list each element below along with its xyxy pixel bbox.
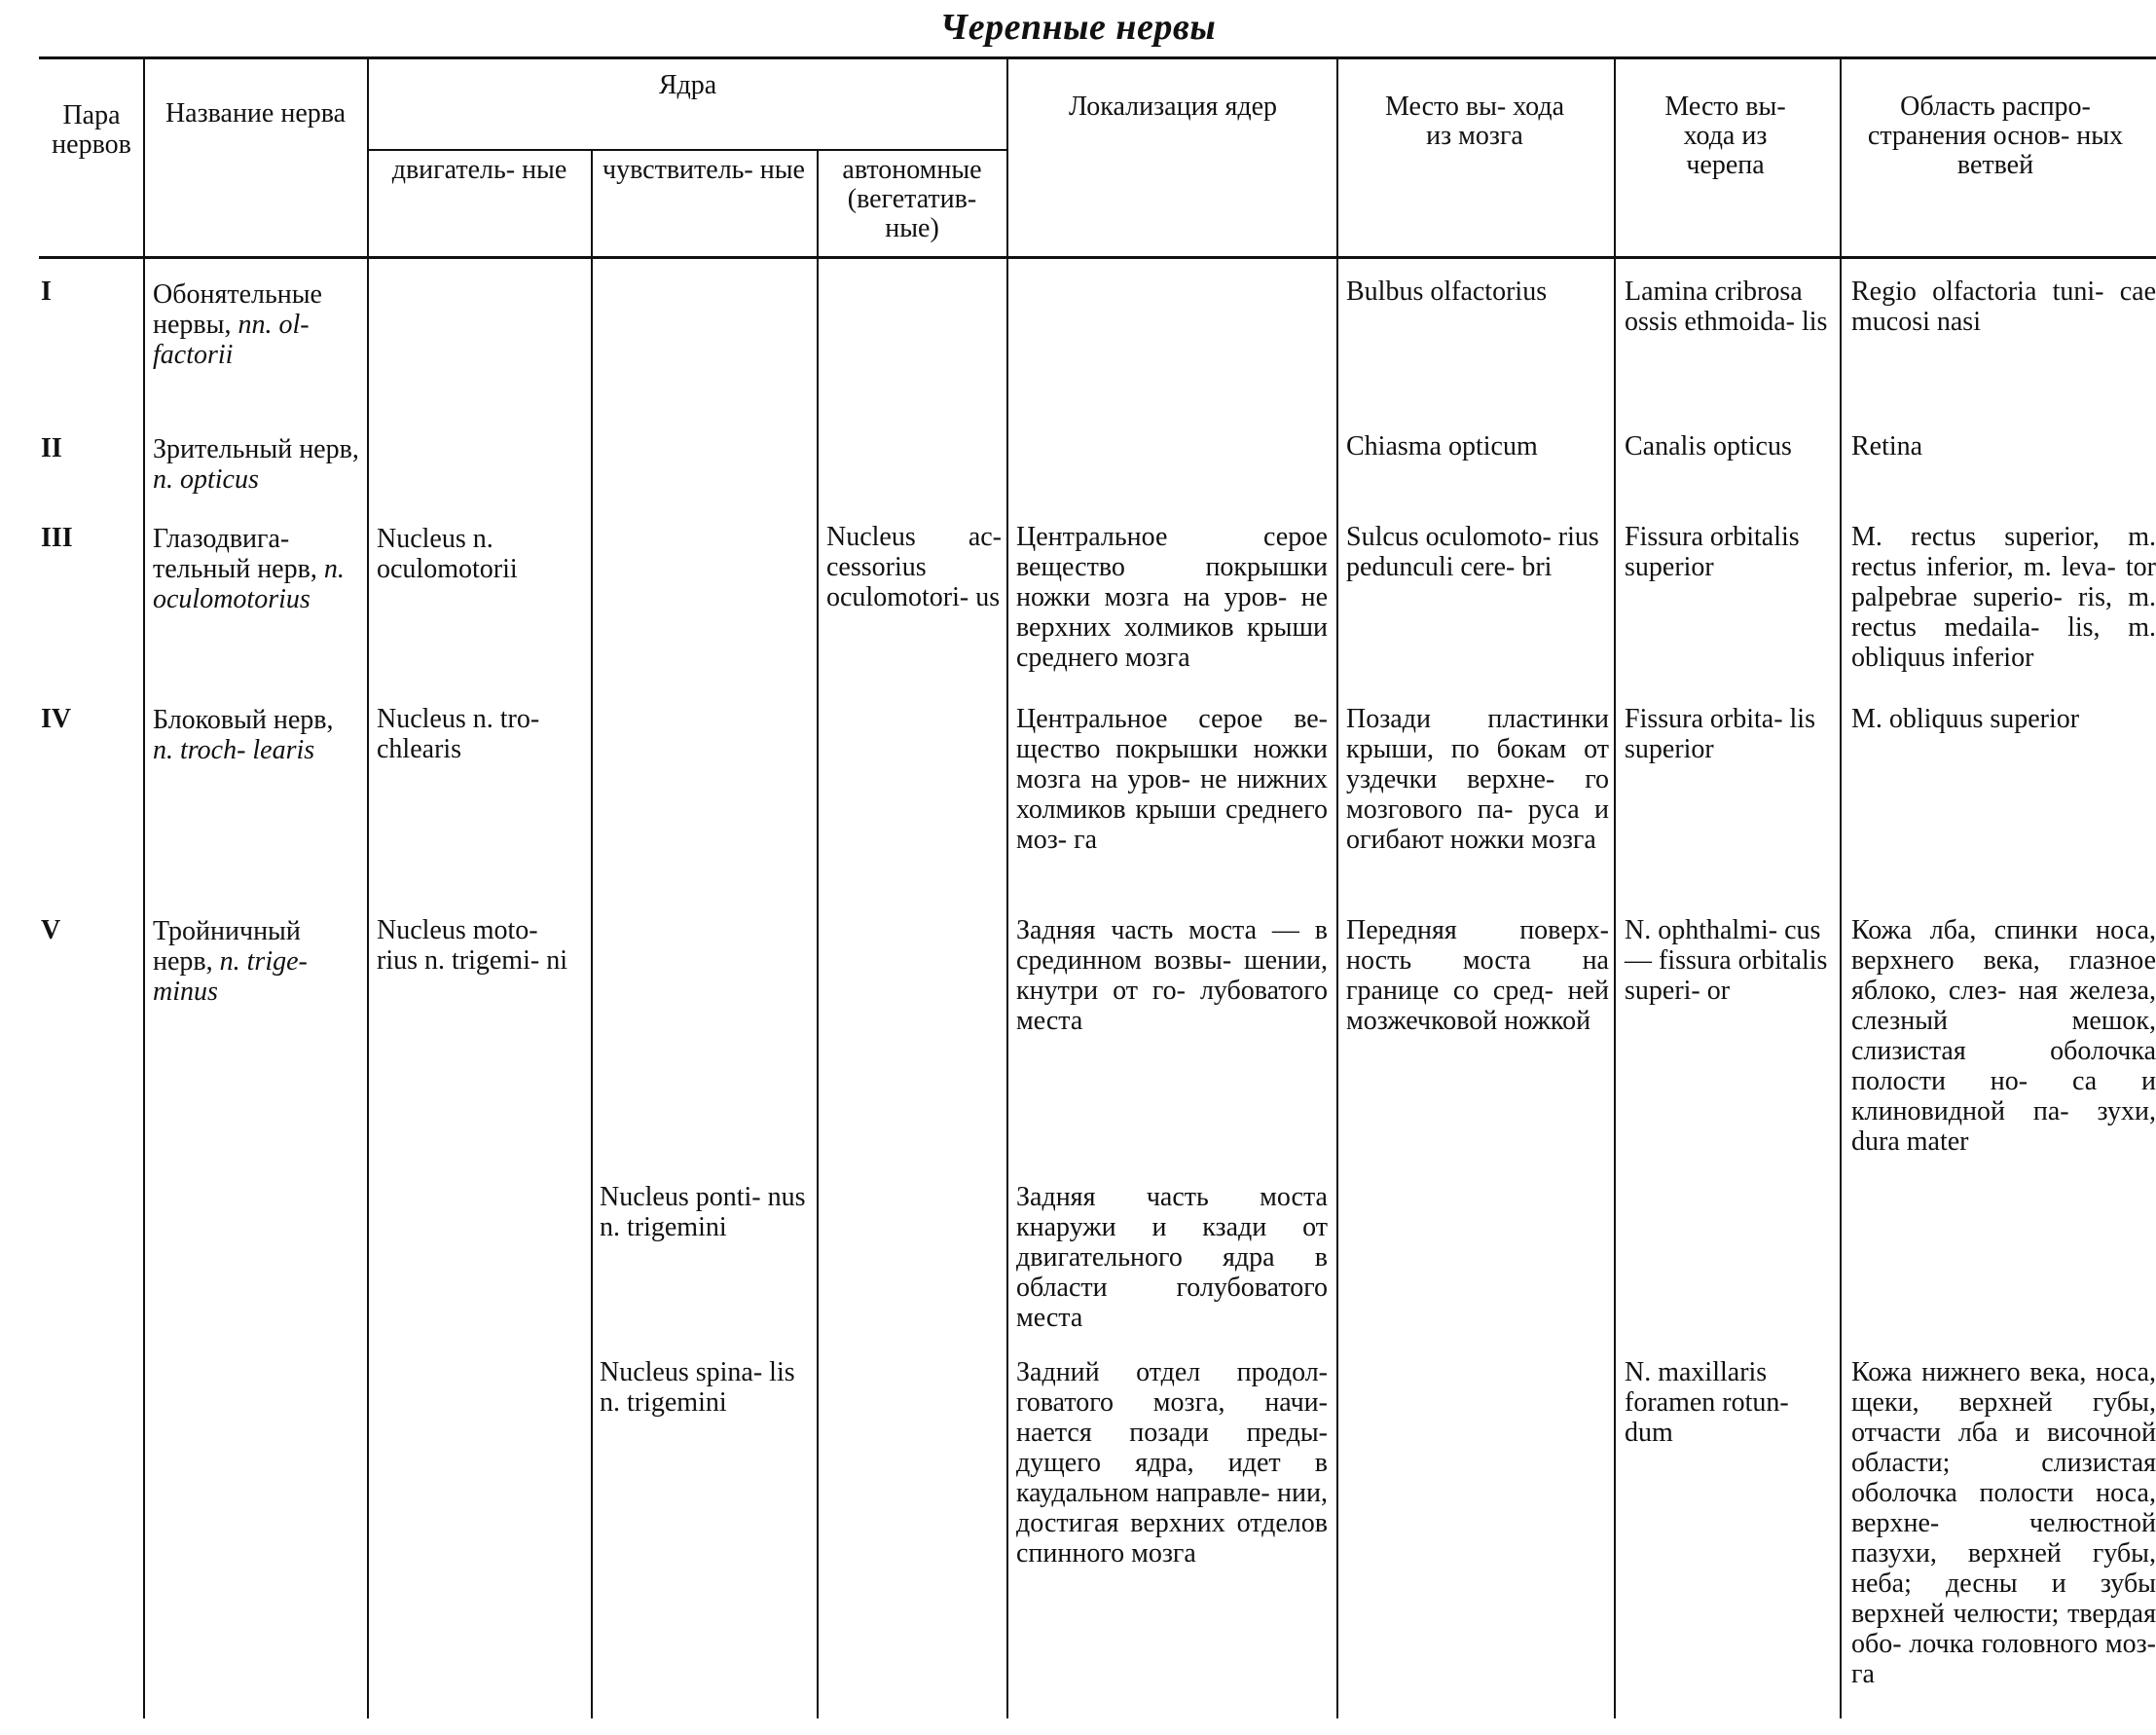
- row-iv-name-ru: Блоковый нерв,: [153, 705, 334, 735]
- row-i-name-latin: nn. ol- factorii: [153, 310, 310, 370]
- row-iii-name-latin: n. oculomotorius: [153, 554, 345, 614]
- row-iii-skull-exit: Fissura orbitalis superior: [1625, 522, 1800, 582]
- row-v-spinal-area: Кожа нижнего века, носа, щеки, верхней губы, отчасти лба и височной области; слизистая оболочка полости носа, верхне- челюстной пазухи, верхней губы, неба; десны и зубы верхней челюсти; твердая обо- лочка головного моз- га: [1851, 1357, 2156, 1689]
- row-i-area: Regio olfactoria tuni- cae mucosi nasi: [1851, 277, 2156, 337]
- row-iv-motor: Nucleus n. tro- chlearis: [377, 704, 540, 764]
- header-pair: Пара нервов: [52, 100, 131, 160]
- row-iii-name-ru: Глазодвига- тельный нерв,: [153, 524, 317, 584]
- row-ii-name: [153, 434, 360, 495]
- col-divider-4: [817, 150, 819, 1718]
- row-v-num: V: [41, 915, 61, 945]
- row-iv-localization: Центральное серое ве- щество покрышки ножки мозга на уров- не нижних холмиков крыши среднего моз- га: [1016, 704, 1328, 855]
- row-v-motor: Nucleus moto- rius n. trigemi- ni: [377, 915, 567, 976]
- row-v-name: [153, 916, 360, 1007]
- row-ii-name-ru: Зрительный нерв,: [153, 434, 359, 464]
- col-divider-1: [143, 58, 145, 1718]
- row-v-name-latin: n. trige- minus: [153, 946, 308, 1007]
- row-iii-autonomic: Nucleus ac- cessorius oculomotori- us: [826, 522, 1002, 612]
- col-divider-2: [367, 58, 369, 1718]
- row-i-num: I: [41, 277, 52, 307]
- row-v-brain-exit: Передняя поверх- ность моста на границе со сред- ней мозжечковой ножкой: [1346, 915, 1609, 1036]
- table-title: Черепные нервы: [939, 7, 1217, 48]
- col-divider-6: [1336, 58, 1338, 1718]
- row-i-skull-exit: Lamina cribrosa ossis ethmoida- lis: [1625, 277, 1828, 337]
- header-bottom-rule: [39, 256, 2156, 259]
- row-iv-num: IV: [41, 704, 72, 734]
- row-v-spinal-localization: Задний отдел продол- говатого мозга, начи- нается позади преды- дущего ядра, идет в каудальном направле- нии, достигая верхних отделов спинного мозга: [1016, 1357, 1328, 1569]
- col-divider-8: [1840, 58, 1842, 1718]
- row-ii-skull-exit: Canalis opticus: [1625, 431, 1792, 461]
- row-v-spinal-sensory: Nucleus spina- lis n. trigemini: [600, 1357, 795, 1418]
- header-skull-exit: Место вы- хода из черепа: [1664, 92, 1786, 180]
- row-i-name: [153, 279, 360, 370]
- row-v-pontine-sensory: Nucleus ponti- nus n. trigemini: [600, 1182, 806, 1242]
- row-v-skull-exit: N. ophthalmi- cus — fissura orbitalis superi- or: [1625, 915, 1828, 1006]
- row-v-pontine-localization: Задняя часть моста кнаружи и кзади от двигательного ядра в области голубоватого места: [1016, 1182, 1328, 1333]
- header-sensory: чувствитель- ные: [603, 155, 805, 185]
- nuclei-subheader-rule: [368, 149, 1007, 151]
- col-divider-3: [591, 150, 593, 1718]
- header-brain-exit: Место вы- хода из мозга: [1384, 92, 1565, 151]
- row-iii-num: III: [41, 523, 73, 553]
- row-v-area: Кожа лба, спинки носа, верхнего века, глазное яблоко, слез- ная железа, слезный мешок, слизистая оболочка полости но- са и клиновидной па- зухи, dura mater: [1851, 915, 2156, 1157]
- table-top-rule: [39, 56, 2156, 59]
- header-autonomic: автономные (вегетатив- ные): [842, 155, 982, 243]
- header-name: Название нерва: [164, 98, 347, 129]
- row-v-localization: Задняя часть моста — в срединном возвы- шении, кнутри от го- лубоватого места: [1016, 915, 1328, 1036]
- row-iii-localization: Центральное серое вещество покрышки ножки мозга на уров- не верхних холмиков крыши среднего мозга: [1016, 522, 1328, 673]
- row-iv-area: M. obliquus superior: [1851, 704, 2080, 734]
- header-motor: двигатель- ные: [391, 155, 567, 185]
- row-iii-motor: Nucleus n. oculomotorii: [377, 524, 518, 584]
- col-divider-7: [1614, 58, 1616, 1718]
- row-iv-name: [153, 705, 360, 765]
- row-i-brain-exit: Bulbus olfactorius: [1346, 277, 1548, 307]
- header-area: Область распро- странения основ- ных ветвей: [1867, 92, 2124, 180]
- col-divider-5: [1006, 58, 1008, 1718]
- row-i-name-ru: Обонятельные нервы,: [153, 279, 322, 340]
- row-ii-brain-exit: Chiasma opticum: [1346, 431, 1538, 461]
- header-nuclei: Ядра: [658, 70, 717, 100]
- row-v-name-ru: Тройничный нерв,: [153, 916, 301, 977]
- header-localization: Локализация ядер: [1069, 92, 1277, 122]
- row-iii-brain-exit: Sulcus oculomoto- rius pedunculi cere- bri: [1346, 522, 1599, 582]
- row-v-spinal-skull-exit: N. maxillaris foramen rotun- dum: [1625, 1357, 1789, 1448]
- row-iv-name-latin: n. troch- learis: [153, 735, 315, 765]
- row-ii-num: II: [41, 433, 62, 463]
- row-iv-skull-exit: Fissura orbita- lis superior: [1625, 704, 1815, 764]
- row-iii-area: M. rectus superior, m. rectus inferior, m. leva- tor palpebrae superio- ris, m. rectus medaila- lis, m. obliquus inferior: [1851, 522, 2156, 673]
- row-iii-name: [153, 524, 365, 614]
- row-ii-area: Retina: [1851, 431, 1923, 461]
- row-iv-brain-exit: Позади пластинки крыши, по бокам от уздечки верхне- го мозгового па- руса и огибают ножки мозга: [1346, 704, 1609, 855]
- row-ii-name-latin: n. opticus: [153, 464, 259, 495]
